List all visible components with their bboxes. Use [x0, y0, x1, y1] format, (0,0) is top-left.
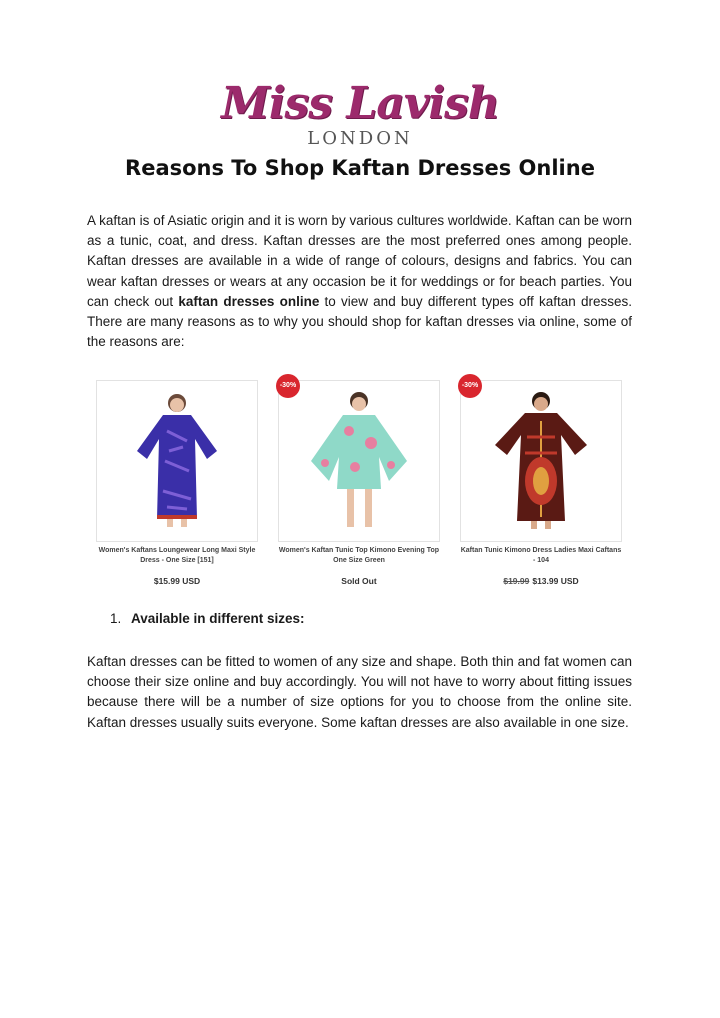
- kaftan-dresses-link[interactable]: kaftan dresses online: [178, 293, 320, 309]
- product-name[interactable]: Kaftan Tunic Kimono Dress Ladies Maxi Caftans - 104: [460, 547, 622, 564]
- product-name[interactable]: Women's Kaftan Tunic Top Kimono Evening Top One Size Green: [278, 547, 440, 564]
- intro-text-1: A kaftan is of Asiatic origin and it is worn by various cultures worldwide. Kaftan can be worn as a tunic, coat, and dress. Kaftan dresses are the most preferred ones among people. Kaftan dresses are available in a wide of range of colours, designs and fabrics. You can wear kaftan dresses or wears at any occasion be it for weddings or for beach parties. You can check out: [87, 213, 632, 309]
- kaftan-blue-image: [97, 381, 257, 541]
- intro-paragraph: [87, 211, 632, 352]
- current-price: $13.99 USD: [532, 576, 579, 586]
- current-price: $15.99 USD: [153, 576, 201, 586]
- intro-text-2: to view and buy different types off kaftan dresses. There are many reasons as to why you should shop for kaftan dresses via online, some of the reasons are:: [87, 293, 632, 350]
- kaftan-red-image: [461, 381, 621, 541]
- list-heading: Available in different sizes:: [131, 611, 305, 626]
- logo-script-text: Miss Lavish: [221, 78, 499, 129]
- product-grid: [96, 374, 626, 594]
- kaftan-green-image: [279, 381, 439, 541]
- brand-logo: [218, 78, 502, 154]
- product-image[interactable]: [278, 380, 440, 542]
- page-title: Reasons To Shop Kaftan Dresses Online: [125, 156, 595, 180]
- sizes-paragraph: Kaftan dresses can be fitted to women of any size and shape. Both thin and fat women can choose their size online and buy accordingly. You will not have to worry about fitting issues because there will be a number of size options for you to choose from the online site. Kaftan dresses usually suits everyone. Some kaftan dresses are also available in one size.: [87, 654, 632, 730]
- product-image[interactable]: [96, 380, 258, 542]
- reason-list-item: [110, 611, 305, 626]
- product-price: [96, 576, 258, 586]
- current-price: Sold Out: [341, 576, 377, 586]
- discount-badge: -30%: [458, 374, 482, 398]
- discount-badge: -30%: [276, 374, 300, 398]
- logo-sub-text: LONDON: [307, 128, 413, 149]
- old-price: $19.99: [503, 576, 530, 586]
- list-number: 1.: [110, 611, 122, 626]
- product-name[interactable]: Women's Kaftans Loungewear Long Maxi Style Dress - One Size [151]: [98, 547, 256, 564]
- product-price: [460, 576, 622, 586]
- product-image[interactable]: [460, 380, 622, 542]
- product-price: [278, 576, 440, 586]
